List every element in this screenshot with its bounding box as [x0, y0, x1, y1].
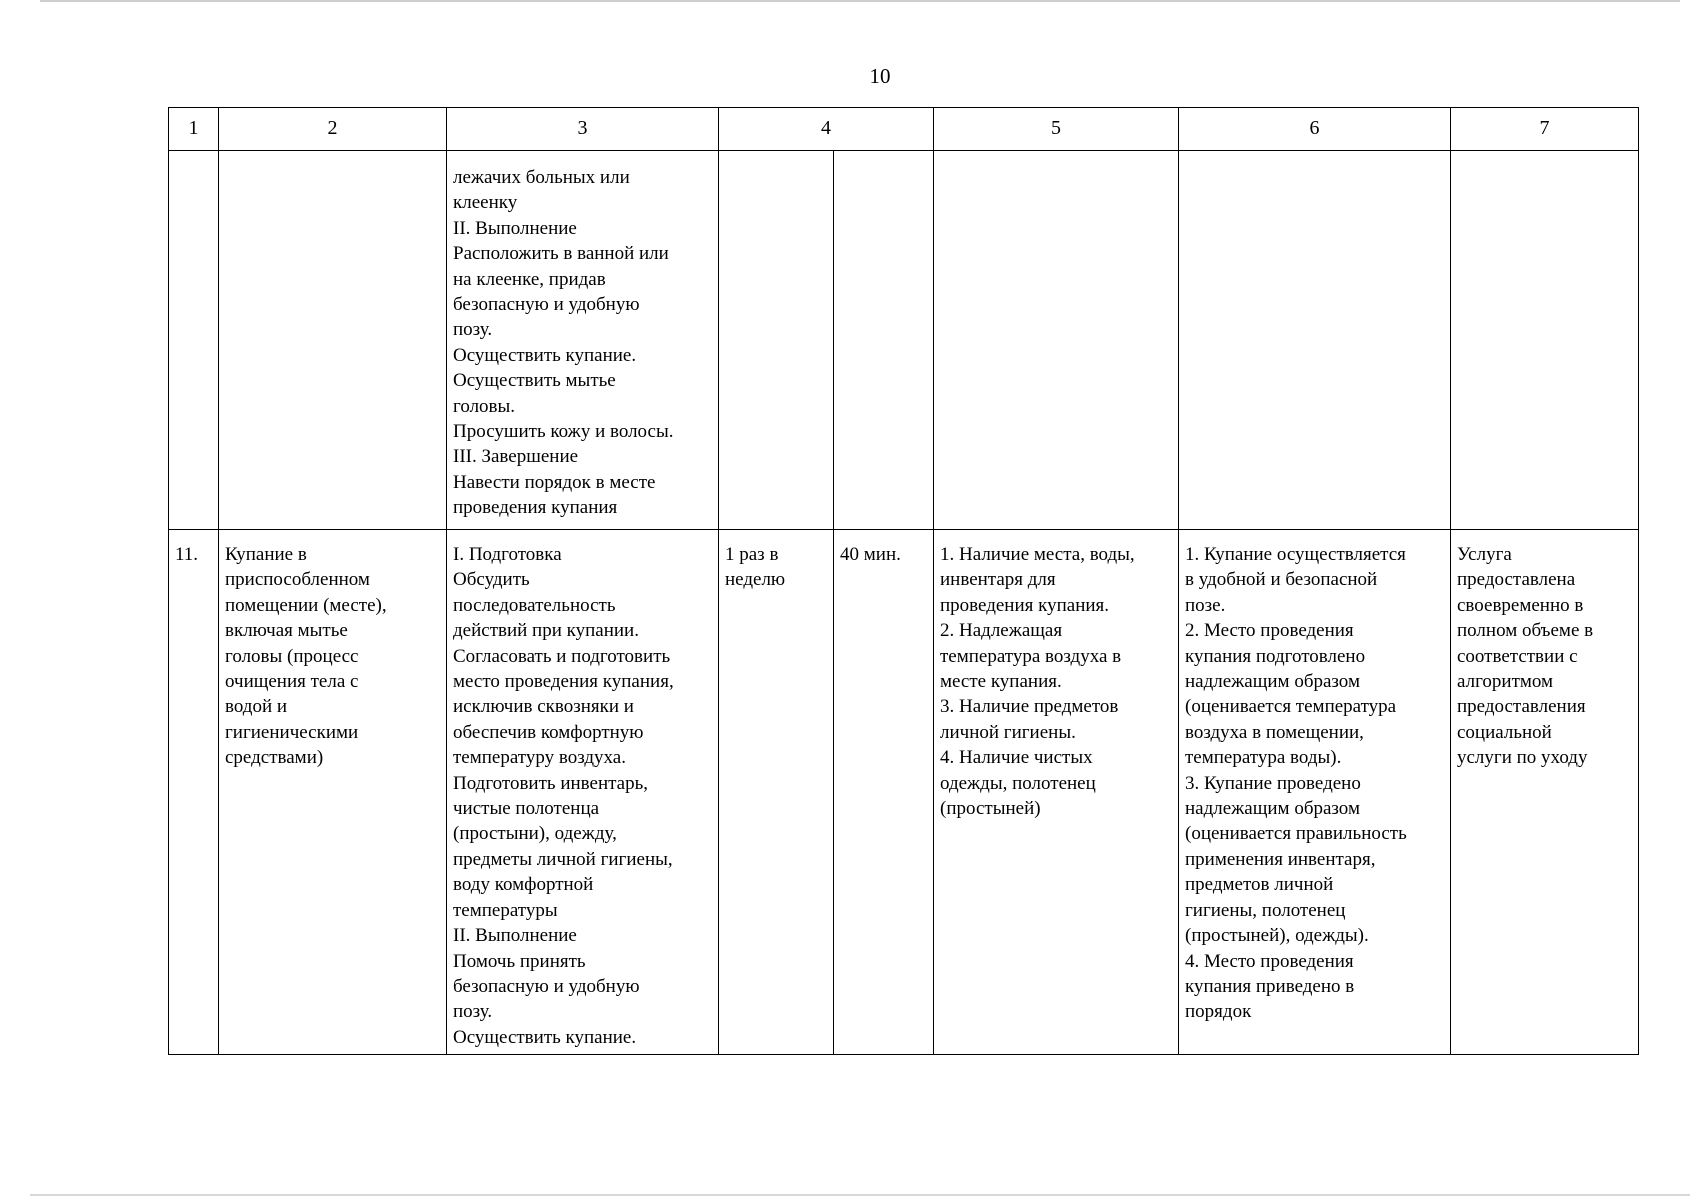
text-line: применения инвентаря,: [1185, 848, 1376, 870]
header-row: [169, 108, 1639, 151]
text-line: температура воздуха в: [940, 645, 1122, 667]
text-line: воздуха в помещении,: [1185, 721, 1364, 743]
text-line: (оценивается температура: [1185, 696, 1397, 718]
text-line: водой и: [225, 696, 288, 718]
cell-result: [1451, 530, 1639, 1055]
text-line: лежачих больных или: [453, 167, 630, 188]
page-number: 10: [869, 64, 891, 88]
text-line: температуры: [453, 899, 558, 921]
text-line: 4. Наличие чистых: [940, 747, 1093, 769]
text-line: (оценивается правильность: [1185, 823, 1407, 845]
text-line: алгоритмом: [1457, 671, 1554, 693]
text-line: месте купания.: [940, 671, 1062, 693]
text-line: Осуществить мытье: [453, 370, 616, 392]
text-line: чистые полотенца: [453, 798, 600, 820]
text-line: воду комфортной: [453, 874, 594, 896]
text-line: Помочь принять: [453, 950, 586, 972]
cell-procedure: [447, 151, 719, 530]
cell-number: [169, 151, 219, 530]
text-line: II. Выполнение: [453, 217, 577, 239]
text-line: головы (процесс: [225, 645, 359, 667]
cell-quality: [1179, 530, 1451, 1055]
text-line: I. Подготовка: [453, 544, 562, 565]
header-col-4: 4: [719, 108, 934, 151]
cell-duration: [834, 151, 934, 530]
text-line: гигиены, полотенец: [1185, 899, 1346, 921]
text-line: 3. Купание проведено: [1185, 772, 1361, 794]
text-line: температура воды).: [1185, 747, 1342, 769]
text-line: Купание в: [225, 544, 307, 565]
text-line: проведения купания: [453, 497, 618, 519]
scan-edge-bottom: [30, 1194, 1690, 1196]
text-line: предметов личной: [1185, 874, 1334, 896]
text-line: Обсудить: [453, 569, 530, 591]
text-line: позе.: [1185, 594, 1226, 616]
text-line: приспособленном: [225, 569, 370, 591]
text-line: полном объеме в: [1457, 620, 1594, 642]
text-line: Согласовать и подготовить: [453, 645, 671, 667]
text-line: последовательность: [453, 594, 616, 616]
text-line: 2. Место проведения: [1185, 620, 1354, 642]
text-line: 3. Наличие предметов: [940, 696, 1119, 718]
text-line: помещении (месте),: [225, 594, 387, 616]
procedure-text: [453, 542, 714, 1050]
text-line: 4. Место проведения: [1185, 950, 1354, 972]
text-line: средствами): [225, 747, 324, 769]
cell-duration: [834, 530, 934, 1055]
text-line: (простыни), одежду,: [453, 823, 617, 845]
cell-procedure: [447, 530, 719, 1055]
text-line: головы.: [453, 395, 516, 417]
scan-edge-top: [40, 0, 1680, 2]
text-line: действий при купании.: [453, 620, 639, 642]
text-line: температуру воздуха.: [453, 747, 626, 769]
standards-table: [168, 107, 1639, 1055]
text-line: исключив сквозняки и: [453, 696, 634, 718]
cell-service-name: [219, 151, 447, 530]
text-line: место проведения купания,: [453, 671, 674, 693]
text-line: личной гигиены.: [940, 721, 1076, 743]
header-col-1: 1: [169, 108, 219, 151]
text-line: предоставлена: [1457, 569, 1576, 591]
text-line: (простыней), одежды).: [1185, 925, 1369, 947]
text-line: позу.: [453, 1001, 493, 1023]
header-col-5: 5: [934, 108, 1179, 151]
text-line: соответствии с: [1457, 645, 1578, 667]
cell-frequency: [719, 151, 834, 530]
text-line: Осуществить купание.: [453, 344, 637, 366]
text-line: Услуга: [1457, 544, 1512, 565]
text-line: (простыней): [940, 798, 1041, 820]
text-line: социальной: [1457, 721, 1552, 743]
cell-service-name: [219, 530, 447, 1055]
text-line: Осуществить купание.: [453, 1026, 637, 1048]
text-line: 40 мин.: [840, 544, 901, 565]
text-line: клеенку: [453, 192, 518, 214]
text-line: на клеенке, придав: [453, 268, 606, 290]
text-line: в удобной и безопасной: [1185, 569, 1378, 591]
text-line: гигиеническими: [225, 721, 359, 743]
duration-text: [840, 542, 929, 567]
cell-conditions: [934, 151, 1179, 530]
cell-result: [1451, 151, 1639, 530]
cell-conditions: [934, 530, 1179, 1055]
text-line: включая мытье: [225, 620, 348, 642]
text-line: II. Выполнение: [453, 925, 577, 947]
text-line: надлежащим образом: [1185, 798, 1360, 820]
text-line: своевременно в: [1457, 594, 1584, 616]
text-line: 1 раз в: [725, 544, 779, 565]
cell-number: [169, 530, 219, 1055]
text-line: Подготовить инвентарь,: [453, 772, 649, 794]
result-text: [1457, 542, 1634, 771]
text-line: позу.: [453, 319, 493, 341]
text-line: безопасную и удобную: [453, 294, 640, 316]
text-line: услуги по уходу: [1457, 747, 1588, 769]
text-line: безопасную и удобную: [453, 975, 640, 997]
header-col-2: 2: [219, 108, 447, 151]
row-number: 11.: [175, 544, 199, 565]
text-line: неделю: [725, 569, 786, 591]
text-line: 2. Надлежащая: [940, 620, 1063, 642]
text-line: 1. Купание осуществляется: [1185, 544, 1406, 565]
table-row-continuation: [169, 151, 1639, 530]
text-line: III. Завершение: [453, 446, 579, 468]
text-line: предметы личной гигиены,: [453, 848, 673, 870]
procedure-text: [453, 165, 714, 521]
text-line: купания приведено в: [1185, 975, 1355, 997]
text-line: надлежащим образом: [1185, 671, 1360, 693]
text-line: купания подготовлено: [1185, 645, 1366, 667]
header-col-7: 7: [1451, 108, 1639, 151]
text-line: Расположить в ванной или: [453, 243, 669, 265]
text-line: порядок: [1185, 1001, 1252, 1023]
service-name-text: [225, 542, 442, 771]
text-line: инвентаря для: [940, 569, 1056, 591]
frequency-text: [725, 542, 829, 593]
table-row-11: [169, 530, 1639, 1055]
cell-quality: [1179, 151, 1451, 530]
text-line: 1. Наличие места, воды,: [940, 544, 1135, 565]
header-col-3: 3: [447, 108, 719, 151]
conditions-text: [940, 542, 1174, 821]
text-line: проведения купания.: [940, 594, 1110, 616]
text-line: одежды, полотенец: [940, 772, 1096, 794]
header-col-6: 6: [1179, 108, 1451, 151]
text-line: Просушить кожу и волосы.: [453, 421, 674, 443]
text-line: Навести порядок в месте: [453, 471, 656, 493]
text-line: предоставления: [1457, 696, 1586, 718]
quality-text: [1185, 542, 1446, 1025]
cell-frequency: [719, 530, 834, 1055]
text-line: обеспечив комфортную: [453, 721, 644, 743]
text-line: очищения тела с: [225, 671, 359, 693]
